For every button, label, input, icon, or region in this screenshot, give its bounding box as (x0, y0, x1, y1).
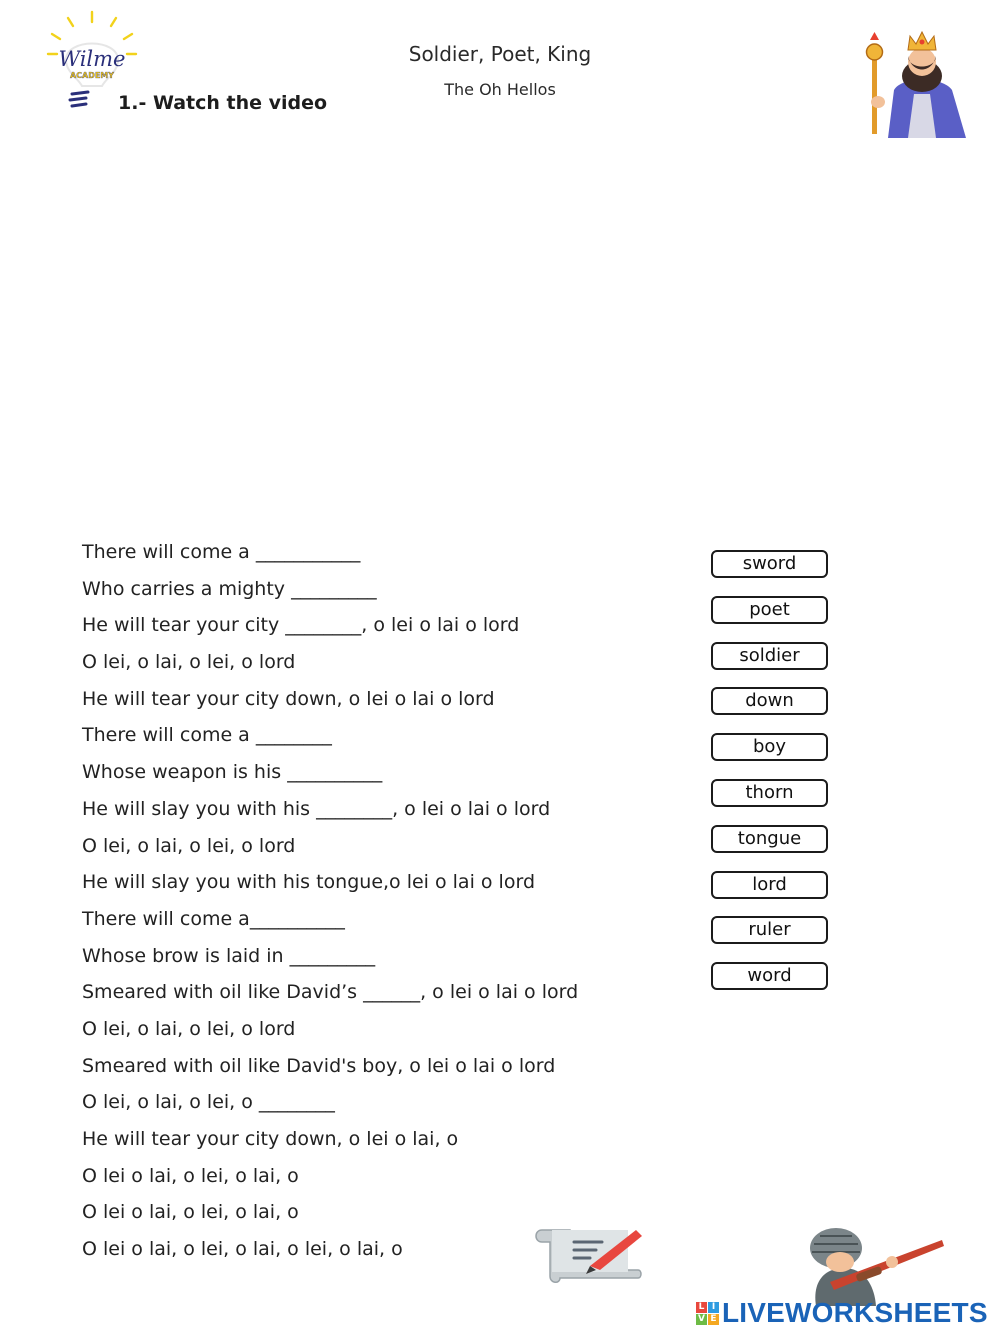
lyric-line: Whose brow is laid in _________ (82, 944, 376, 967)
word-chip-ruler[interactable]: ruler (711, 916, 828, 944)
king-illustration (858, 30, 970, 138)
badge-letter: V (696, 1314, 707, 1325)
lyric-line: O lei, o lai, o lei, o lord (82, 651, 296, 674)
word-chip-thorn[interactable]: thorn (711, 779, 828, 807)
badge-letter: E (708, 1314, 719, 1325)
lyric-line: Smeared with oil like David’s ______, o lei o lai o lord (82, 981, 579, 1004)
lyric-line: There will come a ________ (82, 724, 332, 747)
liveworksheets-brand (696, 1296, 988, 1330)
lyric-line: There will come a ___________ (82, 541, 361, 563)
word-chip-soldier[interactable]: soldier (711, 642, 828, 670)
word-chip-boy[interactable]: boy (711, 733, 828, 761)
word-bank (711, 550, 828, 1008)
lyric-line: O lei, o lai, o lei, o lord (82, 834, 296, 857)
word-chip-word[interactable]: word (711, 962, 828, 990)
lyric-line: Whose weapon is his __________ (82, 761, 383, 784)
logo-subtext: ACADEMY (69, 71, 115, 80)
lyric-line: O lei, o lai, o lei, o ________ (82, 1091, 335, 1114)
lyric-line: There will come a__________ (82, 907, 345, 930)
word-chip-poet[interactable]: poet (711, 596, 828, 624)
lyric-line: He will slay you with his tongue,o lei o lai o lord (82, 871, 536, 894)
word-chip-sword[interactable]: sword (711, 550, 828, 578)
song-title: Soldier, Poet, King (408, 42, 592, 66)
badge-letter: L (696, 1302, 707, 1313)
word-chip-down[interactable]: down (711, 687, 828, 715)
logo-wordmark: Wilme (58, 47, 126, 71)
instruction-heading: 1.- Watch the video (118, 92, 328, 114)
word-chip-lord[interactable]: lord (711, 871, 828, 899)
song-artist: The Oh Hellos (444, 80, 556, 99)
soldier-illustration (796, 1224, 946, 1306)
lyric-line: He will tear your city down, o lei o lai o lord (82, 687, 495, 710)
lyric-line: O lei, o lai, o lei, o lord (82, 1017, 296, 1040)
lyric-line: O lei o lai, o lei, o lai, o lei, o lai, o (82, 1238, 403, 1261)
lyric-line: Who carries a mighty _________ (82, 577, 377, 600)
lyric-line: Smeared with oil like David's boy, o lei o lai o lord (82, 1054, 556, 1077)
lyric-line: He will slay you with his ________, o lei o lai o lord (82, 797, 551, 820)
lyrics-block (82, 538, 642, 1272)
liveworksheets-badge-icon (696, 1302, 719, 1325)
lyric-line: O lei o lai, o lei, o lai, o (82, 1201, 299, 1224)
lyric-line: O lei o lai, o lei, o lai, o (82, 1164, 299, 1187)
word-chip-tongue[interactable]: tongue (711, 825, 828, 853)
badge-letter: I (708, 1302, 719, 1313)
liveworksheets-wordmark: LIVEWORKSHEETS (722, 1297, 988, 1328)
scroll-quill-icon (530, 1222, 646, 1286)
lyric-line: He will tear your city down, o lei o lai, o (82, 1128, 459, 1150)
lyric-line: He will tear your city ________, o lei o lai o lord (82, 614, 520, 637)
